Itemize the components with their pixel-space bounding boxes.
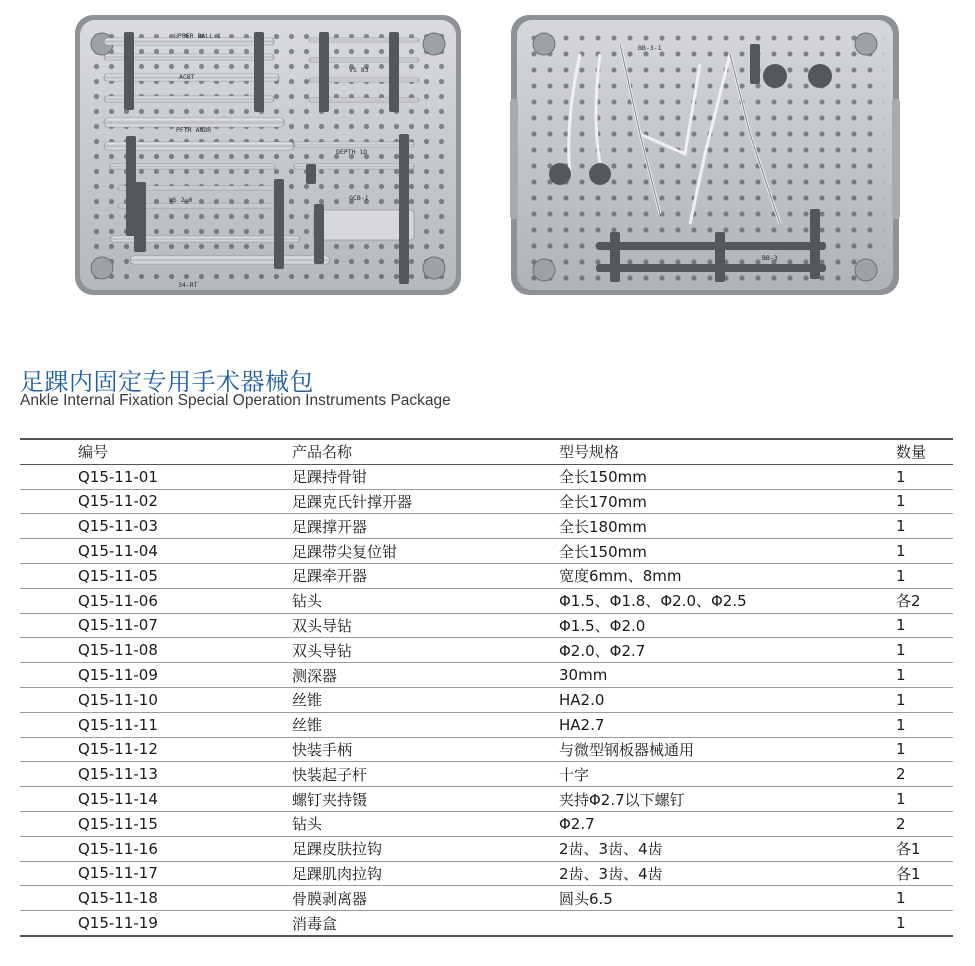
product-name-cell: 足踝克氏针撑开器 <box>278 489 541 514</box>
product-name-cell: 骨膜剥离器 <box>278 886 541 911</box>
spec-cell: 十字 <box>541 762 870 787</box>
instrument-spec-table <box>20 438 953 937</box>
quantity-cell: 2 <box>870 811 953 836</box>
quantity-cell: 2 <box>870 762 953 787</box>
instrument-tray-photo-left <box>74 14 462 296</box>
spec-cell: HA2.7 <box>541 712 870 737</box>
code-cell: Q15-11-16 <box>20 836 278 861</box>
product-name-cell: 丝锥 <box>278 712 541 737</box>
quantity-cell: 1 <box>870 911 953 936</box>
tray-label: BB-3-1 <box>638 44 662 52</box>
code-cell: Q15-11-08 <box>20 638 278 663</box>
quantity-cell: 1 <box>870 787 953 812</box>
table-row <box>20 613 953 638</box>
page-title: 足踝内固定专用手术器械包 <box>20 368 314 396</box>
product-name-cell: 消毒盒 <box>278 911 541 936</box>
product-name-cell: 钻头 <box>278 588 541 613</box>
column-header-spec: 型号规格 <box>541 439 870 464</box>
quantity-cell: 各1 <box>870 836 953 861</box>
table-row <box>20 762 953 787</box>
table-row <box>20 563 953 588</box>
tray-label: VS 2.0 <box>169 196 193 204</box>
quantity-cell: 1 <box>870 638 953 663</box>
product-name-cell: 足踝撑开器 <box>278 514 541 539</box>
tray-label: DEPTH 1D <box>336 148 368 156</box>
code-cell: Q15-11-19 <box>20 911 278 936</box>
code-cell: Q15-11-01 <box>20 464 278 489</box>
code-cell: Q15-11-03 <box>20 514 278 539</box>
page-subtitle: Ankle Internal Fixation Special Operation Instruments Package <box>20 392 451 409</box>
spec-cell: 全长170mm <box>541 489 870 514</box>
table-row <box>20 737 953 762</box>
spec-cell: Φ1.5、Φ1.8、Φ2.0、Φ2.5 <box>541 588 870 613</box>
tray-left-illustration <box>74 14 462 296</box>
code-cell: Q15-11-14 <box>20 787 278 812</box>
product-name-cell: 快装手柄 <box>278 737 541 762</box>
code-cell: Q15-11-06 <box>20 588 278 613</box>
table-row <box>20 638 953 663</box>
product-name-cell: 足踝持骨钳 <box>278 464 541 489</box>
column-header-code: 编号 <box>20 439 278 464</box>
spec-cell: 宽度6mm、8mm <box>541 563 870 588</box>
spec-cell: 夹持Φ2.7以下螺钉 <box>541 787 870 812</box>
quantity-cell: 1 <box>870 886 953 911</box>
product-name-cell: 钻头 <box>278 811 541 836</box>
tray-label: 34-RT <box>178 281 198 289</box>
spec-cell: Φ1.5、Φ2.0 <box>541 613 870 638</box>
table-header-row <box>20 439 953 464</box>
code-cell: Q15-11-09 <box>20 663 278 688</box>
quantity-cell: 1 <box>870 539 953 564</box>
tray-label: VS 83 <box>349 66 369 74</box>
code-cell: Q15-11-15 <box>20 811 278 836</box>
spec-cell: Φ2.7 <box>541 811 870 836</box>
table-row <box>20 663 953 688</box>
quantity-cell: 1 <box>870 687 953 712</box>
spec-cell: 全长150mm <box>541 539 870 564</box>
product-name-cell: 足踝带尖复位钳 <box>278 539 541 564</box>
quantity-cell: 各2 <box>870 588 953 613</box>
code-cell: Q15-11-10 <box>20 687 278 712</box>
quantity-cell: 1 <box>870 663 953 688</box>
table-row <box>20 836 953 861</box>
tray-right-illustration <box>510 14 900 296</box>
table-row <box>20 588 953 613</box>
tray-label: GCB-1 <box>349 194 369 202</box>
product-name-cell: 测深器 <box>278 663 541 688</box>
table-row <box>20 687 953 712</box>
quantity-cell: 1 <box>870 737 953 762</box>
instrument-tray-photo-right <box>510 14 900 296</box>
code-cell: Q15-11-12 <box>20 737 278 762</box>
quantity-cell: 1 <box>870 464 953 489</box>
product-name-cell: 螺钉夹持镊 <box>278 787 541 812</box>
tray-label: ACBT <box>179 73 195 81</box>
tray-label: PFTR ANDR <box>176 126 212 134</box>
product-name-cell: 足踝皮肤拉钩 <box>278 836 541 861</box>
quantity-cell: 1 <box>870 514 953 539</box>
tray-label: BB-3 <box>762 254 778 262</box>
spec-cell <box>541 911 870 936</box>
spec-cell: 全长180mm <box>541 514 870 539</box>
code-cell: Q15-11-13 <box>20 762 278 787</box>
table-row <box>20 811 953 836</box>
table-row <box>20 489 953 514</box>
quantity-cell: 1 <box>870 563 953 588</box>
column-header-name: 产品名称 <box>278 439 541 464</box>
product-name-cell: 双头导钻 <box>278 613 541 638</box>
quantity-cell: 1 <box>870 712 953 737</box>
table-row <box>20 911 953 936</box>
code-cell: Q15-11-02 <box>20 489 278 514</box>
column-header-qty: 数量 <box>870 439 953 464</box>
table-row <box>20 464 953 489</box>
spec-cell: 2齿、3齿、4齿 <box>541 861 870 886</box>
code-cell: Q15-11-18 <box>20 886 278 911</box>
product-name-cell: 双头导钻 <box>278 638 541 663</box>
product-name-cell: 足踝牵开器 <box>278 563 541 588</box>
spec-cell: 与微型钢板器械通用 <box>541 737 870 762</box>
code-cell: Q15-11-05 <box>20 563 278 588</box>
product-name-cell: 快装起子杆 <box>278 762 541 787</box>
product-name-cell: 丝锥 <box>278 687 541 712</box>
product-name-cell: 足踝肌肉拉钩 <box>278 861 541 886</box>
spec-cell: HA2.0 <box>541 687 870 712</box>
table-row <box>20 886 953 911</box>
code-cell: Q15-11-17 <box>20 861 278 886</box>
spec-cell: 30mm <box>541 663 870 688</box>
spec-cell: Φ2.0、Φ2.7 <box>541 638 870 663</box>
tray-label: UPPER BALL 1 <box>174 32 221 40</box>
spec-cell: 全长150mm <box>541 464 870 489</box>
table-row <box>20 712 953 737</box>
quantity-cell: 1 <box>870 489 953 514</box>
table-row <box>20 787 953 812</box>
code-cell: Q15-11-11 <box>20 712 278 737</box>
quantity-cell: 各1 <box>870 861 953 886</box>
table-row <box>20 861 953 886</box>
code-cell: Q15-11-07 <box>20 613 278 638</box>
code-cell: Q15-11-04 <box>20 539 278 564</box>
table-row <box>20 539 953 564</box>
spec-cell: 2齿、3齿、4齿 <box>541 836 870 861</box>
spec-cell: 圆头6.5 <box>541 886 870 911</box>
quantity-cell: 1 <box>870 613 953 638</box>
table-row <box>20 514 953 539</box>
